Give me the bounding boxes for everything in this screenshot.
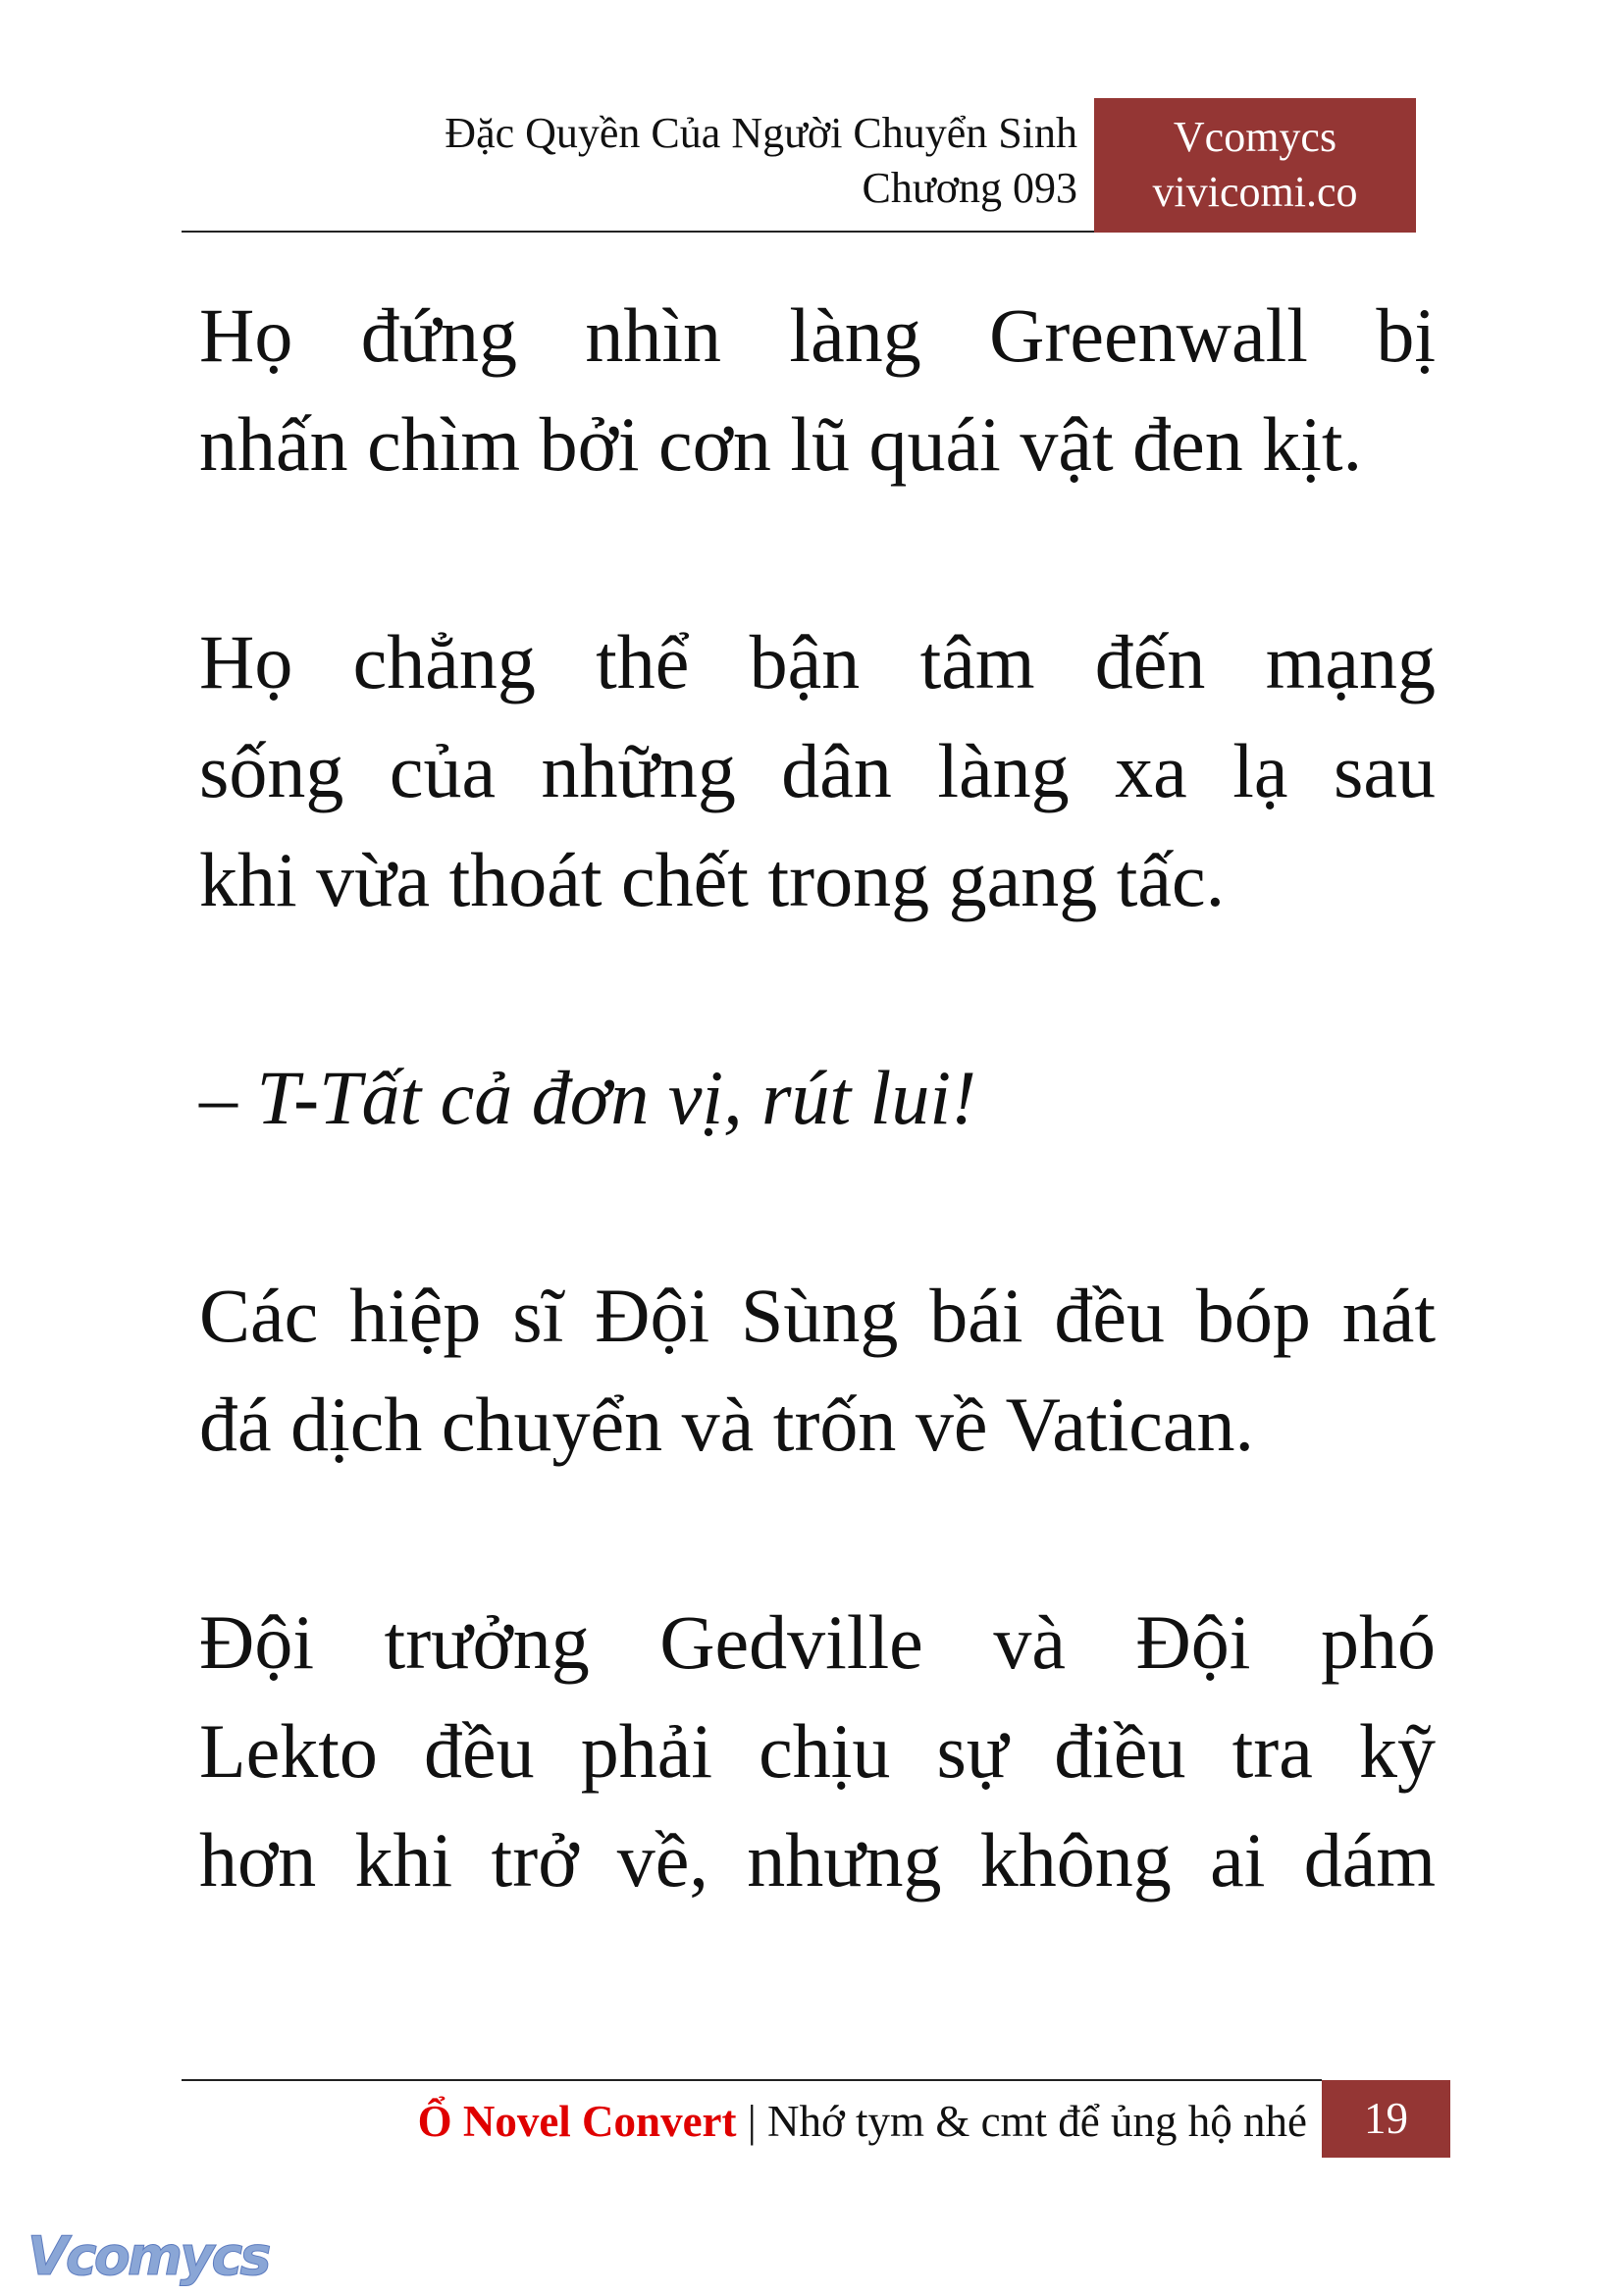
footer-separator: | <box>747 2097 757 2146</box>
text-line: – T-Tất cả đơn vị, rút lui! <box>199 1055 976 1140</box>
header-divider <box>182 231 1094 233</box>
chapter-body <box>199 281 1436 2023</box>
paragraph <box>199 1261 1436 1479</box>
text-line: đá dịch chuyển và trốn về Vatican. <box>199 1382 1255 1467</box>
footer-divider <box>182 2079 1322 2081</box>
text-line: nhấn chìm bởi cơn lũ quái vật đen kịt. <box>199 401 1363 487</box>
text-line: Họ chẳng thể bận tâm đến mạng <box>199 619 1436 704</box>
text-line: hơn khi trở về, nhưng không ai dám <box>199 1817 1436 1903</box>
paragraph <box>199 281 1436 498</box>
vcomycs-watermark-logo: Vcomycs <box>27 2225 269 2287</box>
page-number: 19 <box>1322 2080 1450 2158</box>
footer-message: Nhớ tym & cmt để ủng hộ nhé <box>767 2097 1307 2146</box>
book-title: Đặc Quyền Của Người Chuyển Sinh <box>445 109 1077 157</box>
text-line: khi vừa thoát chết trong gang tấc. <box>199 837 1226 922</box>
footer-text <box>418 2092 1307 2151</box>
chapter-label: Chương 093 <box>862 164 1077 212</box>
text-line: Họ đứng nhìn làng Greenwall bị <box>199 292 1436 378</box>
text-line: Lekto đều phải chịu sự điều tra kỹ <box>199 1708 1436 1794</box>
footer-brand: Ổ Novel Convert <box>417 2097 737 2146</box>
header-brand-box <box>1094 98 1416 233</box>
paragraph <box>199 1588 1436 1914</box>
brand-name: Vcomycs <box>1173 113 1337 161</box>
text-line: Các hiệp sĩ Đội Sùng bái đều bóp nát <box>199 1273 1436 1358</box>
paragraph <box>199 607 1436 934</box>
site-name: vivicomi.co <box>1152 168 1358 216</box>
dialogue-paragraph <box>199 1043 1436 1152</box>
text-line: sống của những dân làng xa lạ sau <box>199 728 1436 813</box>
header-title-block <box>445 106 1077 216</box>
text-line: Đội trưởng Gedville và Đội phó <box>199 1599 1436 1685</box>
